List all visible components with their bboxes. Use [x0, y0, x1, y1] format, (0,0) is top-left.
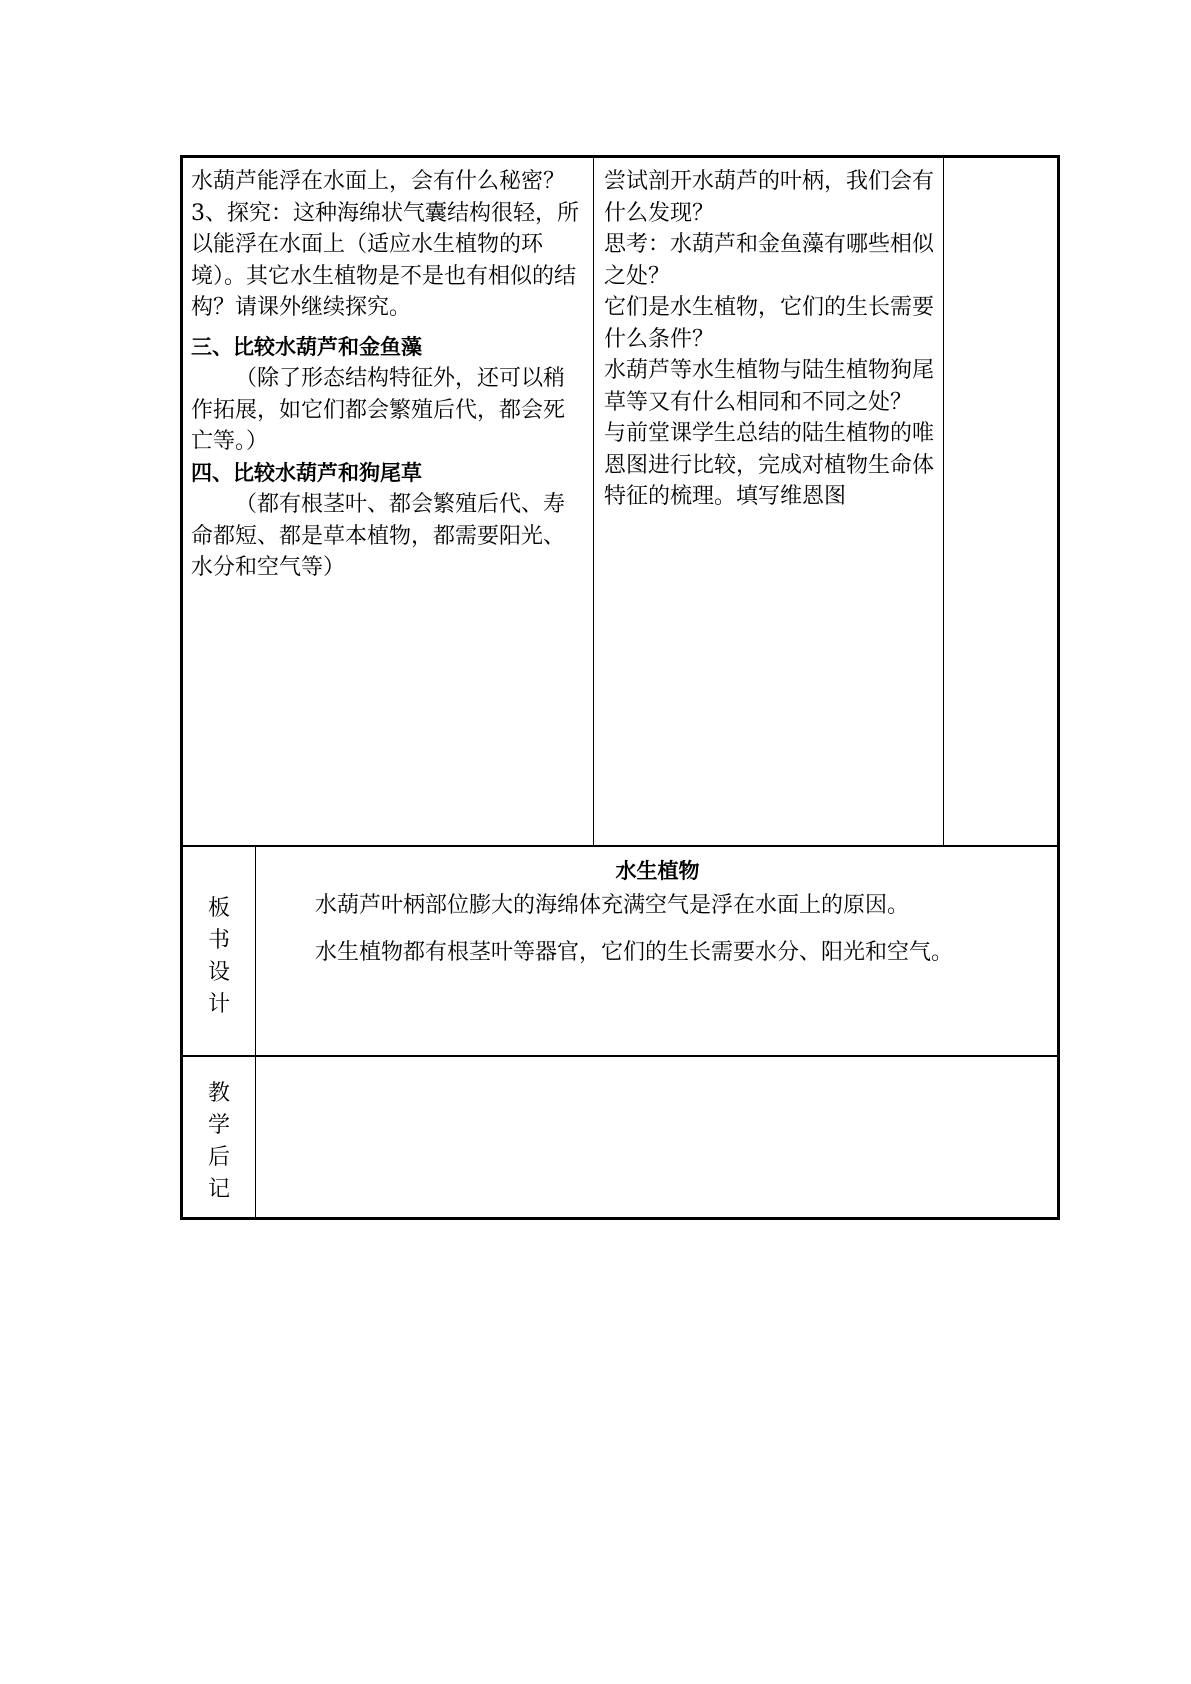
column-divider-1 [593, 158, 594, 846]
notes-cell [944, 158, 1060, 845]
paragraph-question: 水葫芦能浮在水面上，会有什么秘密？ [191, 169, 566, 194]
label-char: 设 [207, 960, 230, 985]
paragraph-compare-1: （除了形态结构特征外，还可以稍作拓展，如它们都会繁殖后代，都会死亡等。） [191, 366, 566, 454]
activity-dissect: 尝试剖开水葫芦的叶柄，我们会有什么发现？ [604, 169, 935, 226]
board-line-1: 水葫芦叶柄部位膨大的海绵体充满空气是浮在水面上的原因。 [315, 893, 910, 918]
activity-venn: 与前堂课学生总结的陆生植物的唯恩图进行比较，完成对植物生命体特征的梳理。填写维恩图 [604, 421, 935, 509]
section-heading-4: 四、比较水葫芦和狗尾草 [191, 460, 422, 485]
teaching-process-cell [191, 166, 581, 584]
activity-compare: 水葫芦等水生植物与陆生植物狗尾草等又有什么相同和不同之处？ [604, 358, 935, 415]
reflection-content-cell [256, 1057, 1060, 1220]
label-char: 书 [207, 928, 230, 953]
label-char: 记 [207, 1177, 230, 1202]
student-activity-cell [604, 166, 934, 513]
board-line-2: 水生植物都有根茎叶等器官，它们的生长需要水分、阳光和空气。 [315, 940, 954, 965]
label-char: 计 [207, 992, 230, 1017]
label-char: 教 [207, 1081, 230, 1106]
activity-conditions: 它们是水生植物，它们的生长需要什么条件？ [604, 295, 935, 352]
label-char: 后 [207, 1145, 230, 1170]
activity-think: 思考：水葫芦和金鱼藻有哪些相似之处？ [604, 232, 935, 289]
label-char: 板 [207, 896, 230, 921]
board-design-label [183, 893, 255, 1021]
paragraph-explore: 3、探究：这种海绵状气囊结构很轻，所以能浮在水面上（适应水生植物的环境）。其它水生植物是不是也有相似的结构？请课外继续探究。 [191, 200, 579, 320]
label-char: 学 [207, 1113, 230, 1138]
section-heading-3: 三、比较水葫芦和金鱼藻 [191, 334, 422, 359]
board-title: 水生植物 [615, 859, 700, 883]
reflection-label [183, 1078, 255, 1206]
paragraph-compare-2: （都有根茎叶、都会繁殖后代、寿命都短、都是草本植物，都需要阳光、水分和空气等） [191, 492, 566, 580]
lesson-plan-table [180, 155, 1060, 1220]
row-divider-board [183, 845, 1057, 847]
